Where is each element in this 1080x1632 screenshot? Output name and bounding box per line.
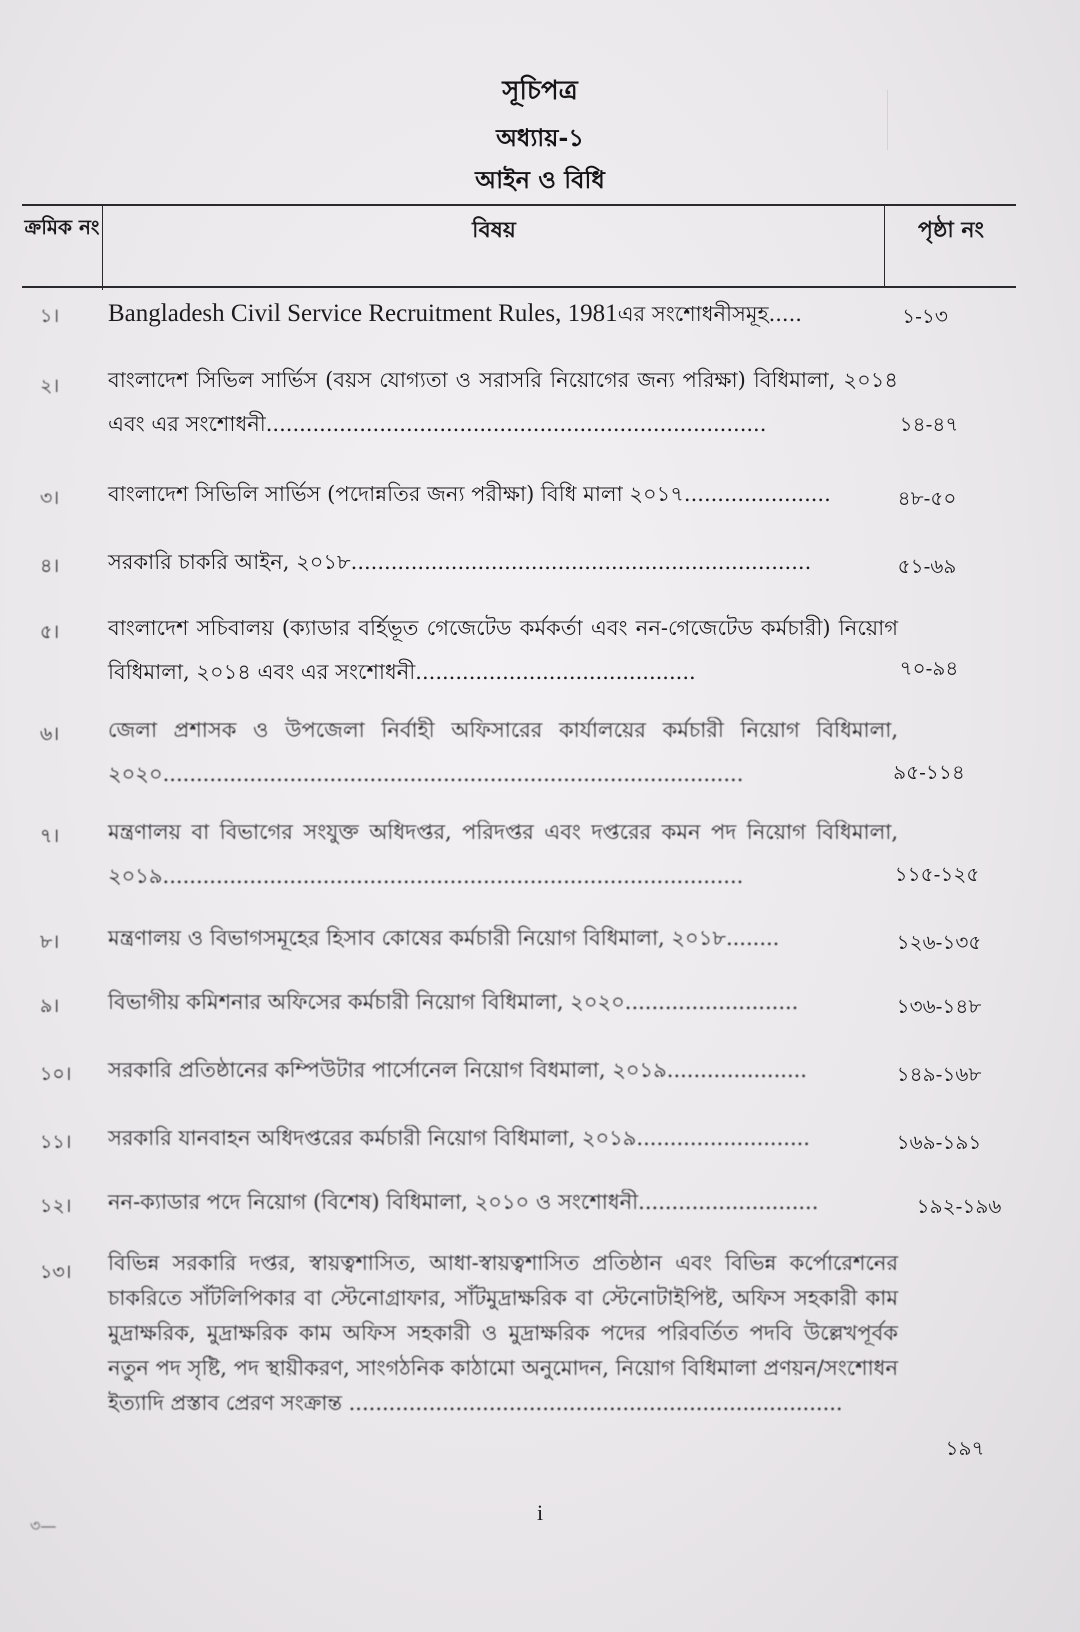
entry-pages: ১-১৩	[902, 304, 948, 328]
entry-pages: ১১৫-১২৫	[894, 862, 980, 886]
entry-serial: ৫।	[40, 621, 60, 643]
chapter-heading: অধ্যায়-১	[496, 123, 584, 152]
entry-serial: ১।	[40, 305, 60, 327]
entry-serial: ৯।	[40, 995, 60, 1017]
entry-subject: সরকারি প্রতিষ্ঠানের কম্পিউটার পার্সোনেল নিয়োগ বিধমালা, ২০১৯.....................	[108, 1058, 807, 1082]
entry-serial: ১১।	[40, 1131, 72, 1153]
entry-serial: ১০।	[40, 1063, 72, 1085]
entry-subject: বাংলাদেশ সিভিলি সার্ভিস (পদোন্নতির জন্য পরীক্ষা) বিধি মালা ২০১৭......................	[108, 482, 831, 506]
section-heading: আইন ও বিধি	[475, 165, 605, 194]
entry-subject: বিভাগীয় কমিশনার অফিসের কর্মচারী নিয়োগ বিধিমালা, ২০২০..........................	[108, 990, 799, 1014]
entry-serial: ১২।	[40, 1195, 72, 1217]
entry-subject: জেলা প্রশাসক ও উপজেলা নির্বাহী অফিসারের কার্যালয়ের কর্মচারী নিয়োগ বিধিমালা, ২০২০.......................................................................................	[108, 718, 898, 786]
entry-subject-bangla: এর সংশোধনীসমূহ.....	[617, 302, 802, 326]
toc-title: সূচিপত্র	[502, 76, 578, 106]
entry-subject: মন্ত্রণালয় বা বিভাগের সংযুক্ত অধিদপ্তর, পরিদপ্তর এবং দপ্তরের কমন পদ নিয়োগ বিধিমালা, ২০১৯.......................................................................................	[108, 820, 898, 888]
entry-pages: ১৬৯-১৯১	[896, 1130, 982, 1154]
entry-serial: ৮।	[40, 931, 60, 953]
entry-subject: মন্ত্রণালয় ও বিভাগসমূহের হিসাব কোষের কর্মচারী নিয়োগ বিধিমালা, ২০১৮........	[108, 926, 780, 950]
entry-serial: ৬।	[40, 723, 60, 745]
column-header-subject: বিষয়	[104, 206, 885, 286]
entry-subject: সরকারি চাকরি আইন, ২০১৮.....................................................................	[108, 550, 812, 574]
entry-serial: ৩।	[40, 487, 60, 509]
entry-pages: ৫১-৬৯	[897, 554, 957, 578]
table-header	[22, 204, 1016, 288]
entry-pages: ৯৫-১১৪	[893, 760, 965, 784]
entry-pages: ১৯৭	[945, 1436, 985, 1460]
entry-pages: ৭০-৯৪	[899, 656, 959, 680]
entry-subject: বাংলাদেশ সচিবালয় (ক্যাডার বর্হিভূত গেজেটেড কর্মকর্তা এবং নন-গেজেটেড কর্মচারী) নিয়োগ বিধিমালা, ২০১৪ এবং এর সংশোধনী..........................................	[108, 616, 898, 684]
entry-pages: ১২৬-১৩৫	[896, 930, 982, 954]
entry-serial: ৭।	[40, 825, 60, 847]
footer-mark: ৩—	[30, 1516, 57, 1535]
entry-serial: ১৩।	[40, 1261, 72, 1283]
entry-serial: ২।	[40, 375, 60, 397]
entry-pages: ১৪-৪৭	[899, 412, 959, 436]
column-header-page: পৃষ্ঠা নং	[918, 217, 984, 243]
entry-subject	[108, 292, 898, 336]
entry-subject: নন-ক্যাডার পদে নিয়োগ (বিশেষ) বিধিমালা, ২০১০ ও সংশোধনী...........................	[108, 1190, 819, 1214]
entry-pages: ১৯২-১৯৬	[916, 1194, 1002, 1218]
entry-pages: ১৩৬-১৪৮	[896, 994, 982, 1018]
entry-subject: সরকারি যানবাহন অধিদপ্তরের কর্মচারী নিয়োগ বিধিমালা, ২০১৯..........................	[108, 1126, 810, 1150]
entry-subject: বাংলাদেশ সিভিল সার্ভিস (বয়স যোগ্যতা ও সরাসরি নিয়োগের জন্য পরিক্ষা) বিধিমালা, ২০১৪ এবং এর সংশোধনী...........................................................................	[108, 368, 898, 436]
entry-serial: ৪।	[40, 555, 60, 577]
entry-pages: ১৪৯-১৬৮	[896, 1062, 982, 1086]
entry-pages: ৪৮-৫০	[897, 486, 957, 510]
entry-subject-english: Bangladesh Civil Service Recruitment Rules, 1981	[108, 300, 618, 327]
entry-subject: বিভিন্ন সরকারি দপ্তর, স্বায়ত্বশাসিত, আধা-স্বায়ত্বশাসিত প্রতিষ্ঠান এবং বিভিন্ন কর্পোরেশনের চাকরিতে সাঁটলিপিকার বা স্টেনোগ্রাফার, সাঁটমুদ্রাক্ষরিক বা স্টেনোটাইপিষ্ট, অফিস সহকারী কাম মুদ্রাক্ষরিক, মুদ্রাক্ষরিক কাম অফিস সহকারী ও মুদ্রাক্ষরিক পদের পরিবর্তিত পদবি উল্লেখপূর্বক নতুন পদ সৃষ্টি, পদ স্থায়ীকরণ, সাংগঠনিক কাঠামো অনুমোদন, নিয়োগ বিধিমালা প্রণয়ন/সংশোধন ইত্যাদি প্রস্তাব প্রেরণ সংক্রান্ত ..........................................................................	[108, 1251, 898, 1415]
column-header-serial: ক্রমিক নং	[22, 206, 103, 290]
page-number: i	[536, 1500, 544, 1525]
